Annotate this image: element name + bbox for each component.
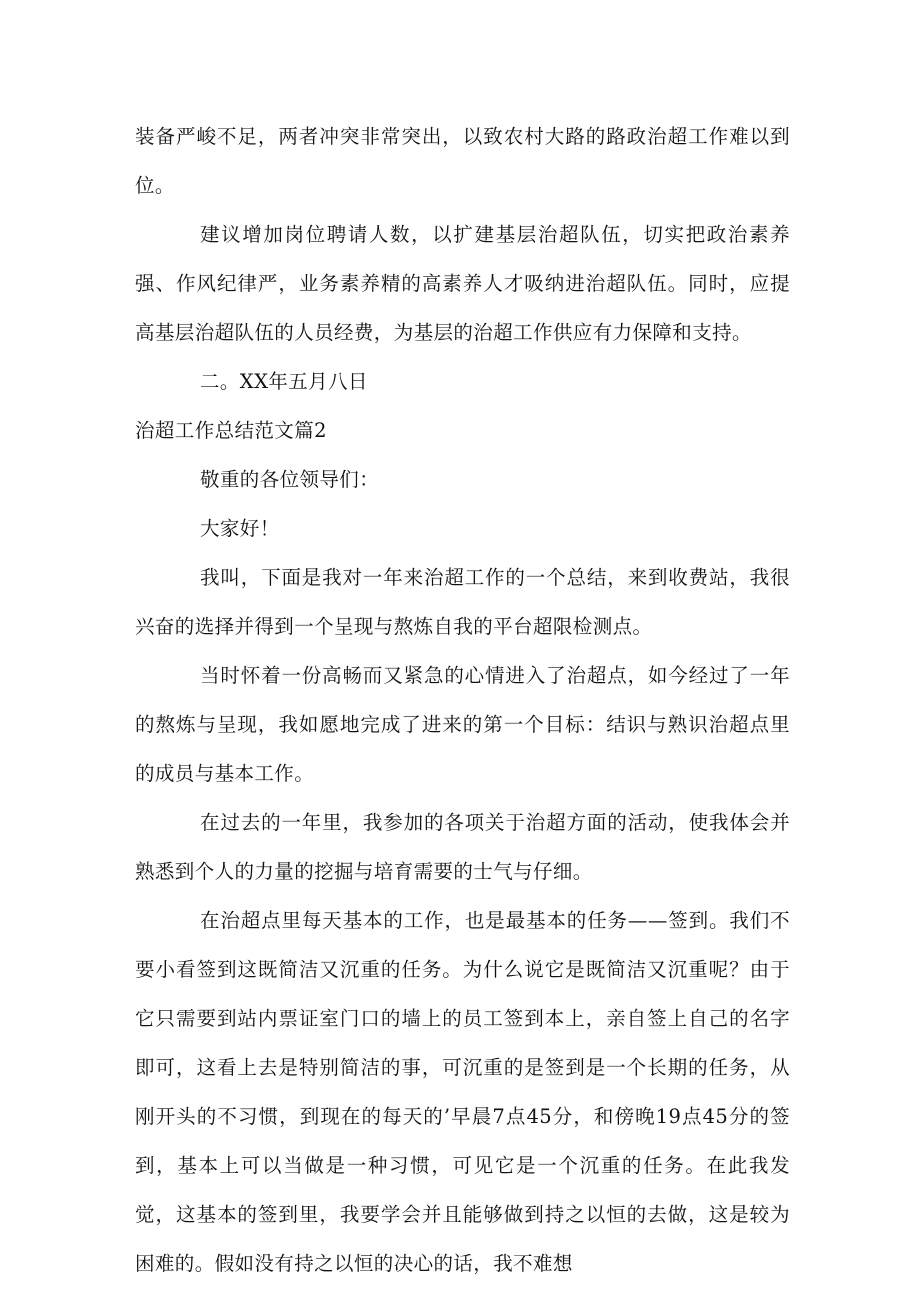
paragraph-recommendation: 建议增加岗位聘请人数，以扩建基层治超队伍，切实把政治素养强、作风纪律严，业务素养精的高素养人才吸纳进治超队伍。同时，应提高基层治超队伍的人员经费，为基层的治超工作供应有力保障和支持。 — [135, 223, 790, 344]
section-heading: 治超工作总结范文篇2 — [135, 419, 327, 442]
paragraph-sign-in: 在治超点里每天基本的工作，也是最基本的任务——签到。我们不要小看签到这既简洁又沉重的任务。为什么说它是既简洁又沉重呢？由于它只需要到站内票证室门口的墙上的员工签到本上，亲自签上自己的名字即可，这看上去是特别简洁的事，可沉重的是签到是一个长期的任务，从刚开头的不习惯，到现在的每天的’早晨7点45分，和傍晚19点45分的签到，基本上可以当做是一种习惯，可见它是一个沉重的任务。在此我发觉，这基本的签到里，我要学会并且能够做到持之以恒的去做，这是较为困难的。假如没有持之以恒的决心的话，我不难想 — [135, 909, 790, 1275]
paragraph-date: 二。XX年五月八日 — [200, 370, 368, 393]
document-body — [135, 112, 790, 1288]
paragraph-greeting: 大家好！ — [200, 517, 280, 540]
paragraph-introduction: 我叫，下面是我对一年来治超工作的一个总结，来到收费站，我很兴奋的选择并得到一个呈现与熬炼自我的平台超限检测点。 — [135, 566, 790, 638]
paragraph-first-goal: 当时怀着一份高畅而又紧急的心情进入了治超点，如今经过了一年的熬炼与呈现，我如愿地完成了进来的第一个目标：结识与熟识治超点里的成员与基本工作。 — [135, 664, 790, 785]
paragraph-salutation: 敬重的各位领导们： — [200, 468, 380, 491]
paragraph-equipment-shortage: 装备严峻不足，两者冲突非常突出，以致农村大路的路政治超工作难以到位。 — [135, 125, 790, 197]
paragraph-past-year: 在过去的一年里，我参加的各项关于治超方面的活动，使我体会并熟悉到个人的力量的挖掘与培育需要的士气与仔细。 — [135, 811, 790, 883]
